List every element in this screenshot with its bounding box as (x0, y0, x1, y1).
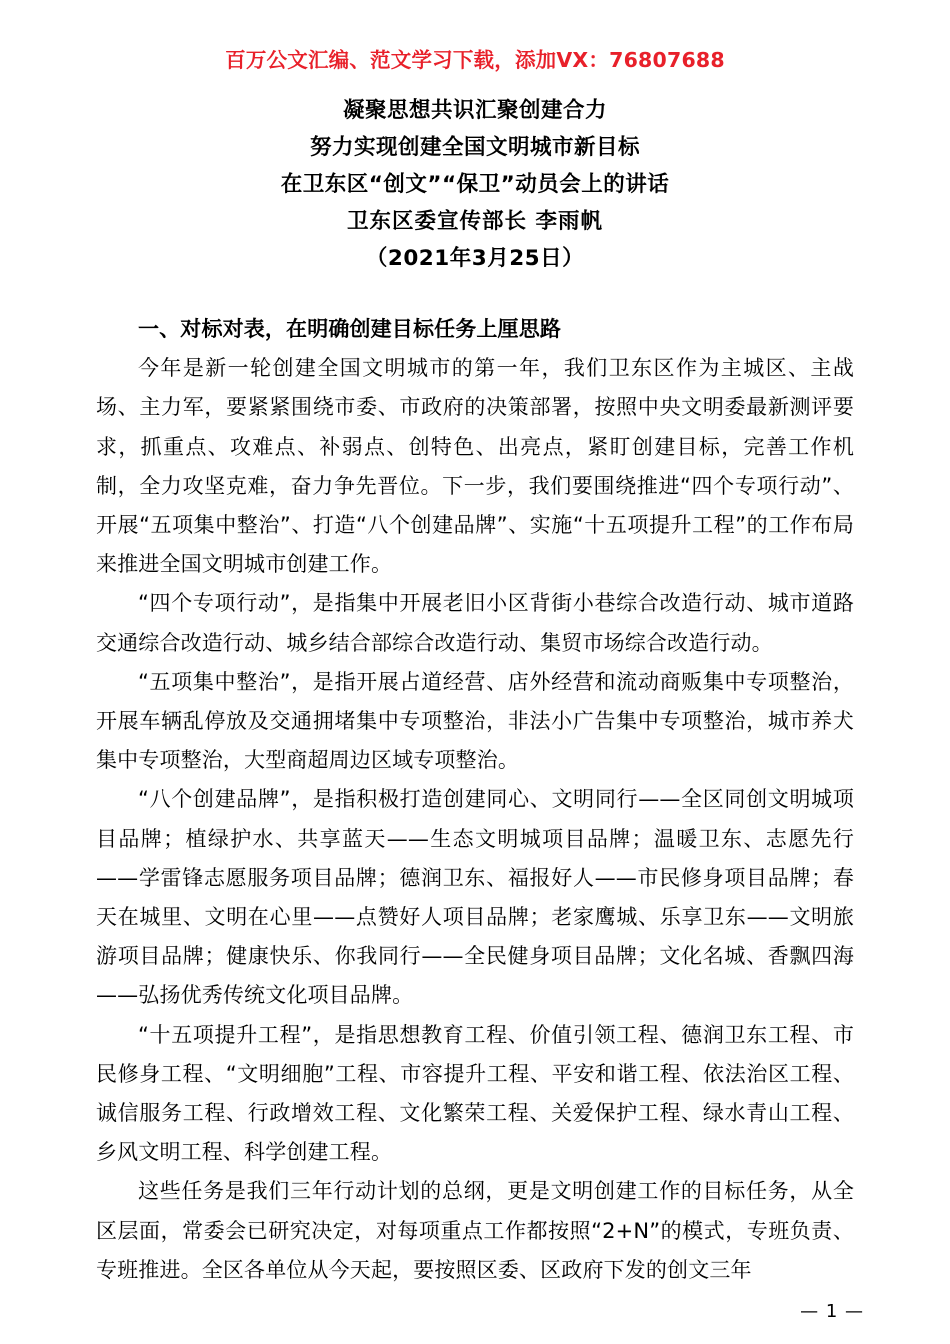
paragraph: “四个专项行动”，是指集中开展老旧小区背街小巷综合改造行动、城市道路交通综合改造行动、城乡结合部综合改造行动、集贸市场综合改造行动。 (96, 591, 854, 655)
page-number: — 1 — (800, 1301, 864, 1322)
title-line-1: 凝聚思想共识汇聚创建合力 (342, 98, 607, 123)
document-title-block (96, 92, 854, 277)
section-heading: 一、对标对表，在明确创建目标任务上厘思路 (138, 317, 561, 341)
paragraph: 今年是新一轮创建全国文明城市的第一年，我们卫东区作为主城区、主战场、主力军，要紧紧围绕市委、市政府的决策部署，按照中央文明委最新测评要求，抓重点、攻难点、补弱点、创特色、出亮点，紧盯创建目标，完善工作机制，全力攻坚克难，奋力争先晋位。下一步，我们要围绕推进“四个专项行动”、开展“五项集中整治”、打造“八个创建品牌”、实施“十五项提升工程”的工作布局来推进全国文明城市创建工作。 (96, 356, 854, 577)
title-date: （2021年3月25日） (365, 246, 585, 271)
title-line-3: 在卫东区“创文”“保卫”动员会上的讲话 (280, 172, 670, 197)
paragraph: “十五项提升工程”，是指思想教育工程、价值引领工程、德润卫东工程、市民修身工程、“文明细胞”工程、市容提升工程、平安和谐工程、依法治区工程、诚信服务工程、行政增效工程、文化繁荣工程、关爱保护工程、绿水青山工程、乡风文明工程、科学创建工程。 (96, 1022, 854, 1165)
paragraph: 这些任务是我们三年行动计划的总纲，更是文明创建工作的目标任务，从全区层面，常委会已研究决定，对每项重点工作都按照“2+N”的模式，专班负责、专班推进。全区各单位从今天起，要按照区委、区政府下发的创文三年 (96, 1179, 854, 1282)
paragraph: “五项集中整治”，是指开展占道经营、店外经营和流动商贩集中专项整治，开展车辆乱停放及交通拥堵集中专项整治，非法小广告集中专项整治，城市养犬集中专项整治，大型商超周边区域专项整治。 (96, 669, 854, 773)
document-body (96, 310, 854, 1290)
title-author: 卫东区委宣传部长 李雨帆 (347, 209, 603, 234)
paragraph: “八个创建品牌”，是指积极打造创建同心、文明同行——全区同创文明城项目品牌；植绿护水、共享蓝天——生态文明城项目品牌；温暖卫东、志愿先行——学雷锋志愿服务项目品牌；德润卫东、福报好人——市民修身项目品牌；春天在城里、文明在心里——点赞好人项目品牌；老家鹰城、乐享卫东——文明旅游项目品牌；健康快乐、你我同行——全民健身项目品牌；文化名城、香飘四海——弘扬优秀传统文化项目品牌。 (96, 787, 854, 1008)
document-content (96, 92, 854, 1290)
watermark-text: 百万公文汇编、范文学习下载，添加VX：76807688 (225, 48, 725, 72)
title-line-2: 努力实现创建全国文明城市新目标 (309, 135, 640, 160)
